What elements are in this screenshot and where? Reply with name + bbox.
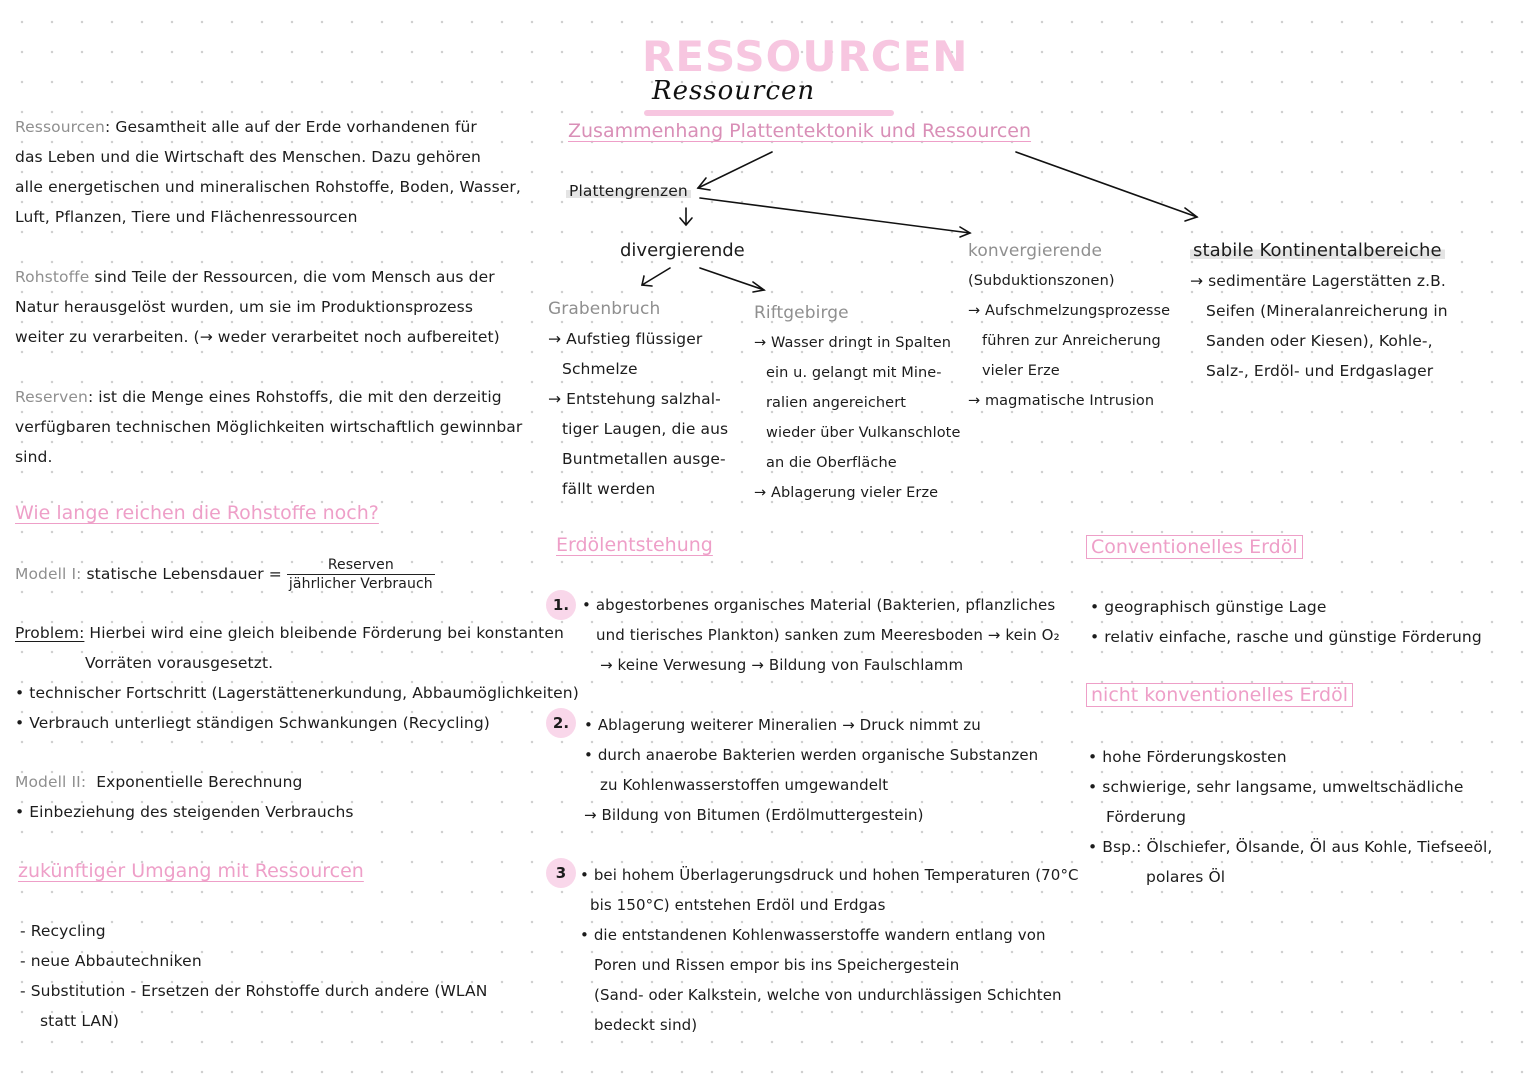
- modell-2-label: Modell II:: [15, 773, 87, 791]
- stabile-title: stabile Kontinentalbereiche: [1190, 240, 1445, 261]
- label-divergierende: divergierende: [620, 240, 745, 261]
- list-item: - Substitution - Ersetzen der Rohstoffe durch andere (WLAN: [20, 982, 488, 1000]
- term-rohstoffe: Rohstoffe: [15, 268, 90, 286]
- problem-section: Problem: Hierbei wird eine gleich bleibende Förderung bei konstanten Vorräten vorausgesetzt. • technischer Fortschritt (Lagerstättenerkundung, Abbaumöglichkeiten) • Verbrauch unterliegt ständigen Schwankungen (Recycling): [15, 618, 525, 738]
- lebensdauer-fraction: [287, 556, 435, 593]
- box-konvergierende: konvergierende (Subduktionszonen) → Aufschmelzungsprozesse führen zur Anreicherung vieler Erze → magmatische Intrusion: [968, 236, 1178, 416]
- problem-label: Problem:: [15, 624, 85, 642]
- box-grabenbruch: Grabenbruch → Aufstieg flüssiger Schmelze → Entstehung salzhal- tiger Laugen, die aus Buntmetallen ausge- fällt werden: [548, 294, 748, 504]
- modell-1: [15, 556, 515, 593]
- heading-wie-lange: Wie lange reichen die Rohstoffe noch?: [15, 502, 379, 524]
- definition-reserven: Reserven: ist die Menge eines Rohstoffs, die mit den derzeitig verfügbaren technischen Möglichkeiten wirtschaftlich gewinnbar sind.: [15, 388, 523, 466]
- box-riftgebirge: Riftgebirge → Wasser dringt in Spalten ein u. gelangt mit Mine- ralien angereichert wieder über Vulkanschlote an die Oberfläche → Ablagerung vieler Erze: [754, 298, 954, 508]
- arrow-plattengrenzen-to-konvergierende: [700, 198, 970, 233]
- term-reserven: Reserven: [15, 388, 88, 406]
- heading-nicht-konventionell: nicht konventionelles Erdöl: [1086, 680, 1353, 710]
- list-item: • relativ einfache, rasche und günstige Förderung: [1090, 628, 1482, 646]
- arrow-divergierende-to-riftgebirge: [700, 268, 764, 290]
- step-number-2: 2.: [546, 708, 576, 738]
- list-item: - Recycling: [20, 922, 106, 940]
- list-item: • geographisch günstige Lage: [1090, 598, 1327, 616]
- zukunft-list: - Recycling - neue Abbautechniken - Substitution - Ersetzen der Rohstoffe durch andere (WLAN statt LAN): [20, 916, 520, 1036]
- step-3: • bei hohem Überlagerungsdruck und hohen Temperaturen (70°C bis 150°C) entstehen Erdöl und Erdgas • die entstandenen Kohlenwasserstoffe wandern entlang von Poren und Rissen empor bis ins Speichergestein (Sand- oder Kalkstein, welche von undurchlässigen Schichten bedeckt sind): [580, 866, 1079, 1034]
- list-item: • Bsp.: Ölschiefer, Ölsande, Öl aus Kohle, Tiefseeöl,: [1088, 838, 1493, 856]
- arrow-heading-to-plattengrenzen: [698, 152, 772, 188]
- list-item: • schwierige, sehr langsame, umweltschädliche: [1088, 778, 1464, 796]
- konventionell-list: [1090, 592, 1515, 652]
- page-title: [642, 32, 969, 106]
- step-number-3: 3: [546, 858, 576, 888]
- list-item: • hohe Förderungskosten: [1088, 748, 1287, 766]
- list-item: - neue Abbautechniken: [20, 952, 202, 970]
- heading-konventionell: Conventionelles Erdöl: [1086, 532, 1303, 562]
- modell-1-label: Modell I:: [15, 565, 82, 583]
- heading-plattentektonik: Zusammenhang Plattentektonik und Ressourcen: [568, 120, 1032, 142]
- arrow-divergierende-to-grabenbruch: [642, 268, 670, 285]
- list-item: • Einbeziehung des steigenden Verbrauchs: [15, 803, 354, 821]
- box-stabile: stabile Kontinentalbereiche → sedimentäre Lagerstätten z.B. Seifen (Mineralanreicherung in Sanden oder Kiesen), Kohle-, Salz-, Erdöl- und Erdgaslager: [1190, 240, 1448, 380]
- label-plattengrenzen: Plattengrenzen: [566, 176, 691, 206]
- step-1: • abgestorbenes organisches Material (Bakterien, pflanzliches und tierisches Plankton) sanken zum Meeresboden → kein O₂ → keine Verwesung → Bildung von Faulschlamm: [582, 596, 1060, 674]
- grabenbruch-title: Grabenbruch: [548, 299, 661, 319]
- list-item: • technischer Fortschritt (Lagerstättenerkundung, Abbaumöglichkeiten): [15, 684, 579, 702]
- heading-erdoelentstehung: Erdölentstehung: [556, 534, 713, 556]
- step-2: • Ablagerung weiterer Mineralien → Druck nimmt zu • durch anaerobe Bakterien werden organische Substanzen zu Kohlenwasserstoffen umgewandelt → Bildung von Bitumen (Erdölmuttergestein): [584, 716, 1039, 824]
- fraction-denominator: jährlicher Verbrauch: [288, 576, 433, 592]
- konvergierende-title: konvergierende: [968, 241, 1103, 261]
- arrow-heading-to-stabile: [1016, 152, 1197, 217]
- definition-ressourcen: Ressourcen: Gesamtheit alle auf der Erde vorhandenen für das Leben und die Wirtschaft des Menschen. Dazu gehören alle energetischen und mineralischen Rohstoffe, Boden, Wasser, Luft, Pflanzen, Tiere und Flächenressourcen: [15, 118, 521, 226]
- term-ressourcen: Ressourcen: [15, 118, 105, 136]
- riftgebirge-title: Riftgebirge: [754, 303, 849, 323]
- heading-zukunft: zukünftiger Umgang mit Ressourcen: [18, 860, 364, 882]
- title-outline: RESSOURCEN: [642, 32, 969, 81]
- title-script: Ressourcen: [652, 76, 816, 106]
- step-number-1: 1.: [546, 590, 576, 620]
- modell-1-text: statische Lebensdauer =: [86, 565, 282, 583]
- modell-2: Modell II: Exponentielle Berechnung • Einbeziehung des steigenden Verbrauchs: [15, 767, 515, 827]
- nicht-konventionell-list: • hohe Förderungskosten • schwierige, sehr langsame, umweltschädliche Förderung • Bsp.: Ölschiefer, Ölsande, Öl aus Kohle, Tiefseeöl, polares Öl: [1088, 742, 1513, 892]
- fraction-numerator: Reserven: [287, 556, 435, 575]
- list-item: • Verbrauch unterliegt ständigen Schwankungen (Recycling): [15, 714, 490, 732]
- definition-rohstoffe: Rohstoffe sind Teile der Ressourcen, die vom Mensch aus der Natur herausgelöst wurden, um sie im Produktionsprozess weiter zu verarbeiten. (→ weder verarbeitet noch aufbereitet): [15, 268, 500, 346]
